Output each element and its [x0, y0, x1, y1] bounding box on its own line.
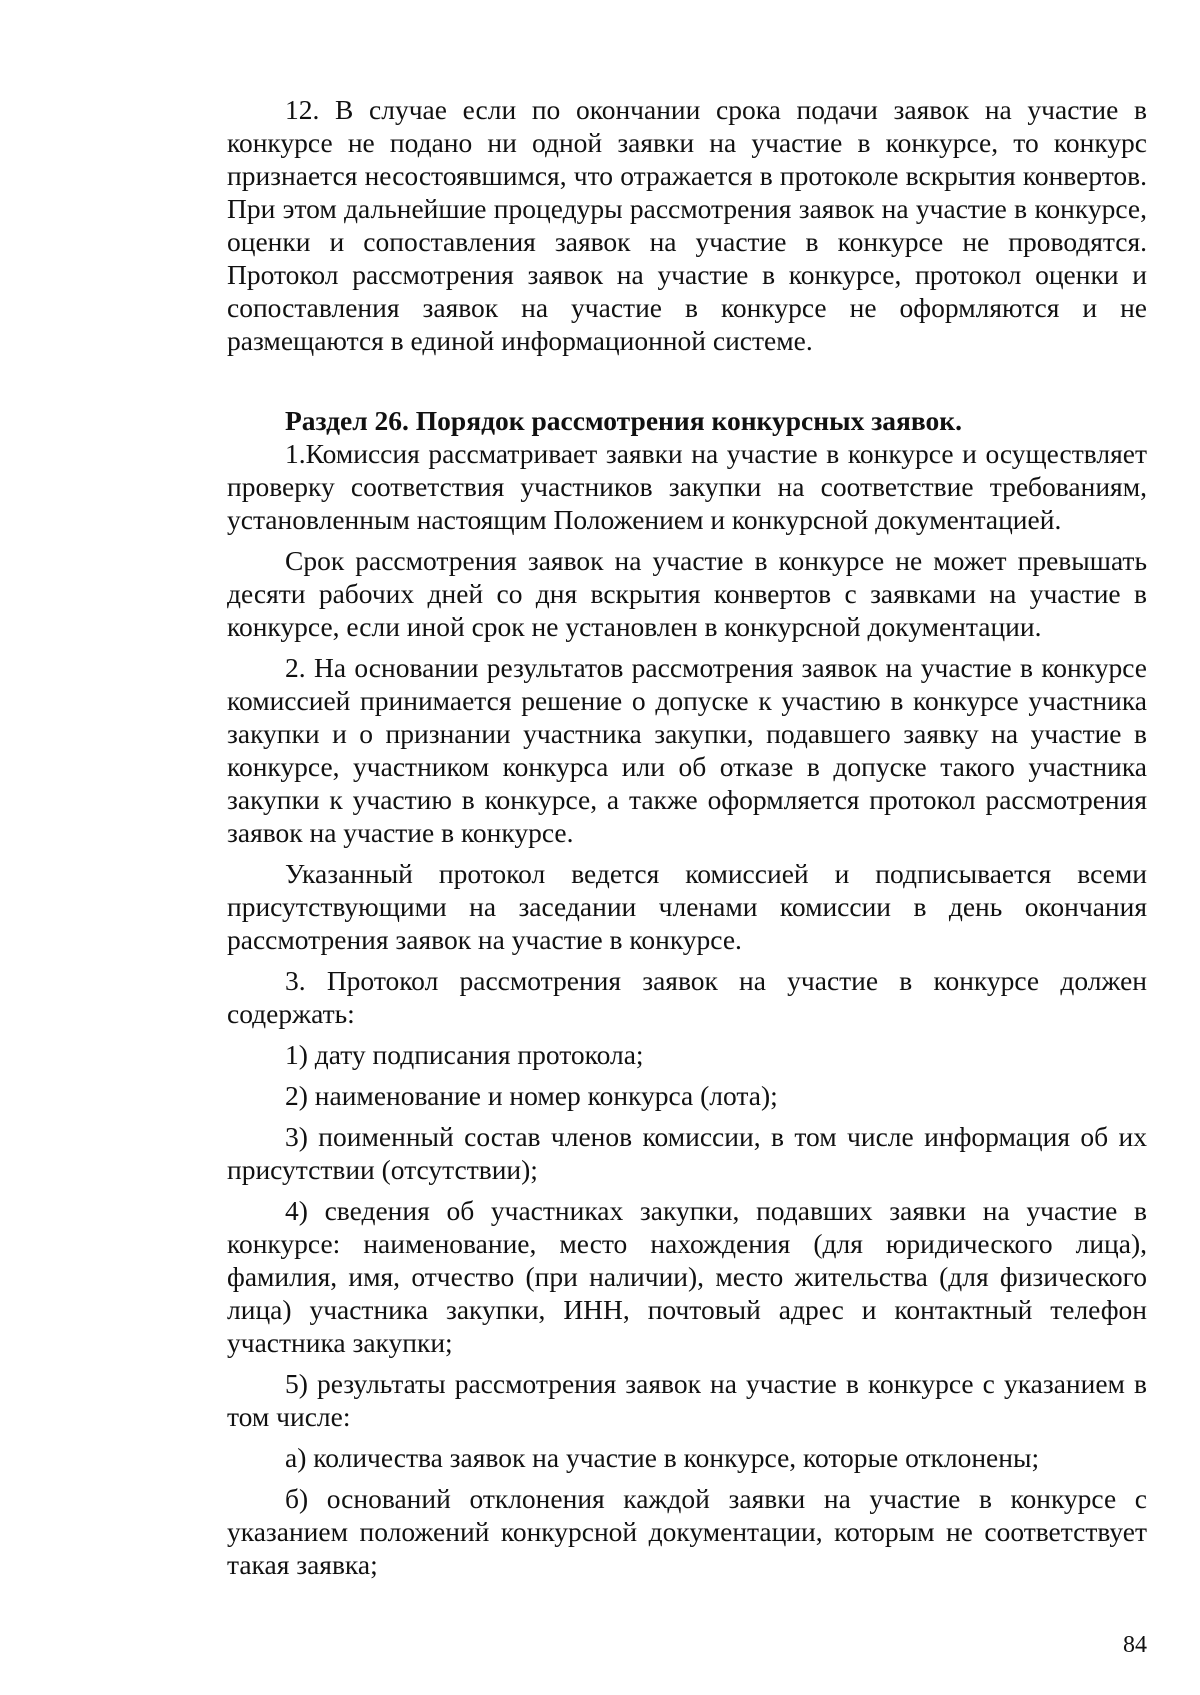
paragraph-1-commission-review: 1.Комиссия рассматривает заявки на участие в конкурсе и осуществляет проверку соответствия участников закупки на соответствие требованиям, установленным настоящим Положением и конкурсной документацией. — [227, 438, 1147, 535]
paragraph-review-term: Срок рассмотрения заявок на участие в конкурсе не может превышать десяти рабочих дней со дня вскрытия конвертов с заявками на участие в конкурсе, если иной срок не установлен в конкурсной документации. — [227, 545, 1147, 642]
list-item-5-review-results: 5) результаты рассмотрения заявок на участие в конкурсе с указанием в том числе: — [227, 1368, 1147, 1432]
paragraph-12-unsuccessful-tender: 12. В случае если по окончании срока подачи заявок на участие в конкурсе не подано ни одной заявки на участие в конкурсе, то конкурс признается несостоявшимся, что отражается в протоколе вскрытия конвертов. При этом дальнейшие процедуры рассмотрения заявок на участие в конкурсе, оценки и сопоставления заявок на участие в конкурсе не проводятся. Протокол рассмотрения заявок на участие в конкурсе, протокол оценки и сопоставления заявок на участие в конкурсе не оформляются и не размещаются в единой информационной системе. — [227, 94, 1147, 356]
paragraph-3-protocol-contents: 3. Протокол рассмотрения заявок на участие в конкурсе должен содержать: — [227, 965, 1147, 1029]
list-item-1-signing-date: 1) дату подписания протокола; — [285, 1039, 644, 1070]
document-page — [227, 93, 1147, 1589]
list-item-4-participants-info: 4) сведения об участниках закупки, подавших заявки на участие в конкурсе: наименование, место нахождения (для юридического лица), фамилия, имя, отчество (при наличии), место жительства (для физического лица) участника закупки, ИНН, почтовый адрес и контактный телефон участника закупки; — [227, 1195, 1147, 1358]
list-item-a-rejected-count: а) количества заявок на участие в конкурсе, которые отклонены; — [285, 1442, 1040, 1473]
paragraph-protocol-signing: Указанный протокол ведется комиссией и подписывается всеми присутствующими на заседании членами комиссии в день окончания рассмотрения заявок на участие в конкурсе. — [227, 858, 1147, 955]
page-number: 84 — [1123, 1632, 1147, 1658]
paragraph-2-admission-decision: 2. На основании результатов рассмотрения заявок на участие в конкурсе комиссией принимается решение о допуске к участию в конкурсе участника закупки и о признании участника закупки, подавшего заявку на участие в конкурсе, участником конкурса или об отказе в допуске такого участника закупки к участию в конкурсе, а также оформляется протокол рассмотрения заявок на участие в конкурсе. — [227, 652, 1147, 848]
list-item-2-tender-name: 2) наименование и номер конкурса (лота); — [285, 1080, 778, 1111]
section-26-heading: Раздел 26. Порядок рассмотрения конкурсных заявок. — [285, 405, 962, 436]
list-item-b-rejection-grounds: б) оснований отклонения каждой заявки на участие в конкурсе с указанием положений конкурсной документации, которым не соответствует такая заявка; — [227, 1483, 1147, 1580]
list-item-3-commission-members: 3) поименный состав членов комиссии, в том числе информация об их присутствии (отсутствии); — [227, 1121, 1147, 1185]
